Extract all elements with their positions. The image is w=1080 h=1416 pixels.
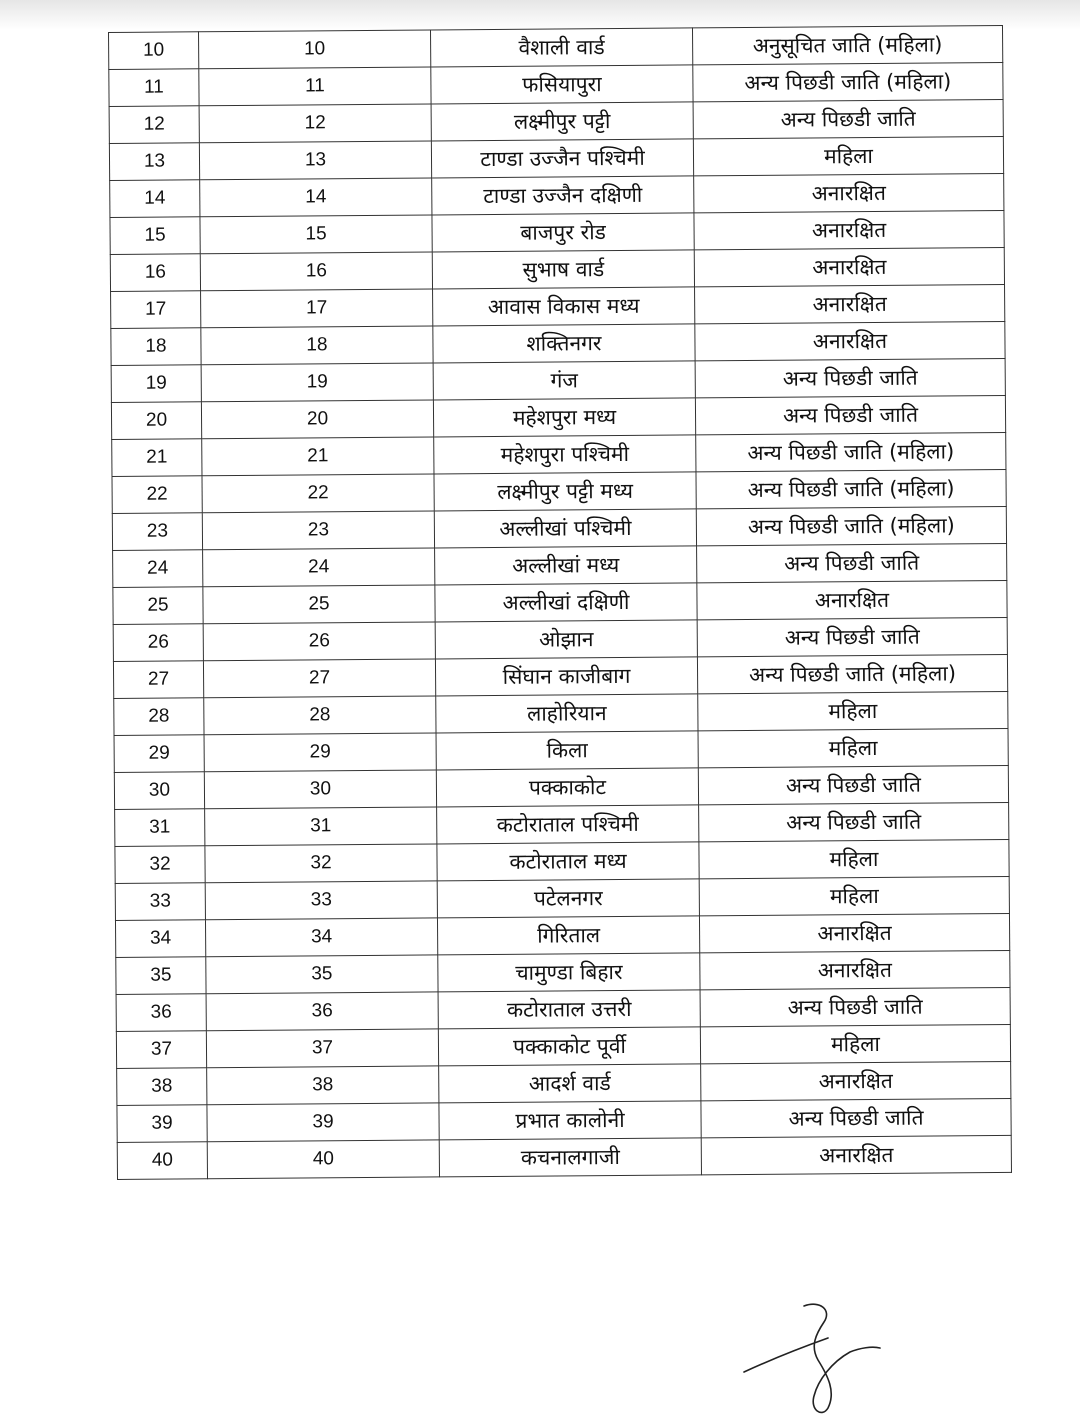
serial-number-cell: 22 [112, 476, 202, 514]
serial-number-cell: 38 [117, 1068, 207, 1106]
ward-name-cell: लक्ष्मीपुर पट्टी [431, 102, 693, 141]
ward-name-cell: आदर्श वार्ड [439, 1064, 701, 1103]
reservation-category-cell: अनारक्षित [701, 1135, 1011, 1174]
reservation-category-cell: अनारक्षित [694, 247, 1004, 286]
ward-number-cell: 33 [205, 881, 437, 920]
ward-number-cell: 18 [201, 326, 433, 365]
reservation-category-cell: अन्य पिछडी जाति [693, 99, 1003, 138]
reservation-category-cell: अनारक्षित [694, 173, 1004, 212]
serial-number-cell: 39 [117, 1105, 207, 1143]
reservation-category-cell: अनारक्षित [695, 321, 1005, 360]
reservation-category-cell: अनुसूचित जाति (महिला) [692, 25, 1002, 64]
ward-name-cell: आवास विकास मध्य [433, 287, 695, 326]
ward-name-cell: टाण्डा उज्जैन दक्षिणी [432, 176, 694, 215]
ward-number-cell: 36 [206, 992, 438, 1031]
serial-number-cell: 24 [113, 550, 203, 588]
reservation-category-cell: अनारक्षित [700, 950, 1010, 989]
serial-number-cell: 27 [113, 661, 203, 699]
ward-name-cell: पक्काकोट [436, 768, 698, 807]
ward-number-cell: 19 [201, 363, 433, 402]
ward-number-cell: 35 [206, 955, 438, 994]
ward-name-cell: गिरिताल [437, 916, 699, 955]
ward-number-cell: 16 [200, 252, 432, 291]
reservation-category-cell: अन्य पिछडी जाति [695, 395, 1005, 434]
ward-number-cell: 34 [205, 918, 437, 957]
ward-name-cell: ओझान [435, 620, 697, 659]
reservation-category-cell: महिला [698, 728, 1008, 767]
serial-number-cell: 32 [115, 846, 205, 884]
serial-number-cell: 10 [109, 32, 199, 70]
ward-name-cell: कटोराताल उत्तरी [438, 990, 700, 1029]
ward-number-cell: 26 [203, 622, 435, 661]
ward-number-cell: 17 [201, 289, 433, 328]
reservation-category-cell: महिला [693, 136, 1003, 175]
ward-name-cell: अल्लीखां मध्य [435, 546, 697, 585]
reservation-category-cell: अनारक्षित [699, 913, 1009, 952]
ward-name-cell: महेशपुरा पश्चिमी [434, 435, 696, 474]
reservation-category-cell: अन्य पिछडी जाति [697, 617, 1007, 656]
ward-number-cell: 24 [203, 548, 435, 587]
ward-name-cell: अल्लीखां पश्चिमी [434, 509, 696, 548]
ward-name-cell: महेशपुरा मध्य [433, 398, 695, 437]
serial-number-cell: 30 [114, 772, 204, 810]
ward-number-cell: 14 [200, 178, 432, 217]
table-row [117, 1135, 1011, 1179]
ward-number-cell: 29 [204, 733, 436, 772]
ward-number-cell: 30 [204, 770, 436, 809]
ward-name-cell: किला [436, 731, 698, 770]
ward-name-cell: कटोराताल पश्चिमी [437, 805, 699, 844]
ward-number-cell: 31 [205, 807, 437, 846]
ward-number-cell: 27 [203, 659, 435, 698]
ward-number-cell: 38 [207, 1066, 439, 1105]
serial-number-cell: 20 [111, 402, 201, 440]
ward-name-cell: पक्काकोट पूर्वी [438, 1027, 700, 1066]
serial-number-cell: 35 [116, 957, 206, 995]
ward-name-cell: पटेलनगर [437, 879, 699, 918]
serial-number-cell: 34 [115, 920, 205, 958]
ward-name-cell: गंज [433, 361, 695, 400]
ward-name-cell: सुभाष वार्ड [432, 250, 694, 289]
ward-number-cell: 13 [199, 141, 431, 180]
reservation-category-cell: महिला [698, 691, 1008, 730]
serial-number-cell: 15 [110, 217, 200, 255]
reservation-category-cell: अन्य पिछडी जाति [699, 802, 1009, 841]
reservation-category-cell: महिला [699, 876, 1009, 915]
serial-number-cell: 17 [111, 291, 201, 329]
reservation-category-cell: अन्य पिछडी जाति (महिला) [693, 62, 1003, 101]
serial-number-cell: 31 [115, 809, 205, 847]
reservation-category-cell: अन्य पिछडी जाति (महिला) [696, 506, 1006, 545]
ward-name-cell: चामुण्डा बिहार [438, 953, 700, 992]
ward-number-cell: 23 [202, 511, 434, 550]
ward-name-cell: प्रभात कालोनी [439, 1101, 701, 1140]
serial-number-cell: 25 [113, 587, 203, 625]
serial-number-cell: 40 [117, 1142, 207, 1180]
ward-number-cell: 37 [206, 1029, 438, 1068]
ward-number-cell: 12 [199, 104, 431, 143]
reservation-category-cell: अन्य पिछडी जाति [697, 543, 1007, 582]
serial-number-cell: 21 [112, 439, 202, 477]
serial-number-cell: 14 [110, 180, 200, 218]
reservation-category-cell: अनारक्षित [697, 580, 1007, 619]
ward-number-cell: 11 [199, 67, 431, 106]
ward-number-cell: 39 [207, 1103, 439, 1142]
ward-number-cell: 28 [204, 696, 436, 735]
serial-number-cell: 26 [113, 624, 203, 662]
ward-number-cell: 40 [207, 1140, 439, 1179]
serial-number-cell: 16 [110, 254, 200, 292]
ward-number-cell: 25 [203, 585, 435, 624]
ward-number-cell: 20 [201, 400, 433, 439]
serial-number-cell: 36 [116, 994, 206, 1032]
ward-number-cell: 15 [200, 215, 432, 254]
reservation-category-cell: अन्य पिछडी जाति [700, 987, 1010, 1026]
reservation-category-cell: अन्य पिछडी जाति [695, 358, 1005, 397]
serial-number-cell: 11 [109, 69, 199, 107]
serial-number-cell: 33 [115, 883, 205, 921]
ward-number-cell: 10 [199, 30, 431, 69]
reservation-category-cell: अन्य पिछडी जाति (महिला) [697, 654, 1007, 693]
reservation-category-cell: अन्य पिछडी जाति [698, 765, 1008, 804]
serial-number-cell: 18 [111, 328, 201, 366]
ward-name-cell: फसियापुरा [431, 65, 693, 104]
ward-name-cell: लक्ष्मीपुर पट्टी मध्य [434, 472, 696, 511]
serial-number-cell: 28 [114, 698, 204, 736]
serial-number-cell: 12 [109, 106, 199, 144]
ward-number-cell: 32 [205, 844, 437, 883]
serial-number-cell: 23 [112, 513, 202, 551]
reservation-category-cell: अन्य पिछडी जाति (महिला) [696, 432, 1006, 471]
ward-name-cell: कटोराताल मध्य [437, 842, 699, 881]
reservation-category-cell: महिला [699, 839, 1009, 878]
serial-number-cell: 29 [114, 735, 204, 773]
handwritten-signature [740, 1300, 890, 1416]
ward-number-cell: 22 [202, 474, 434, 513]
ward-name-cell: कचनालगाजी [439, 1138, 701, 1177]
ward-name-cell: अल्लीखां दक्षिणी [435, 583, 697, 622]
serial-number-cell: 13 [109, 143, 199, 181]
ward-number-cell: 21 [202, 437, 434, 476]
reservation-category-cell: अनारक्षित [695, 284, 1005, 323]
ward-name-cell: बाजपुर रोड [432, 213, 694, 252]
serial-number-cell: 19 [111, 365, 201, 403]
serial-number-cell: 37 [116, 1031, 206, 1069]
reservation-category-cell: अनारक्षित [701, 1061, 1011, 1100]
reservation-category-cell: महिला [700, 1024, 1010, 1063]
ward-name-cell: टाण्डा उज्जैन पश्चिमी [431, 139, 693, 178]
ward-name-cell: शक्तिनगर [433, 324, 695, 363]
ward-name-cell: वैशाली वार्ड [430, 28, 692, 67]
ward-name-cell: सिंघान काजीबाग [435, 657, 697, 696]
ward-reservation-table [108, 25, 1012, 1180]
reservation-category-cell: अन्य पिछडी जाति [701, 1098, 1011, 1137]
reservation-category-cell: अनारक्षित [694, 210, 1004, 249]
ward-name-cell: लाहोरियान [436, 694, 698, 733]
table-body [109, 25, 1012, 1179]
reservation-category-cell: अन्य पिछडी जाति (महिला) [696, 469, 1006, 508]
